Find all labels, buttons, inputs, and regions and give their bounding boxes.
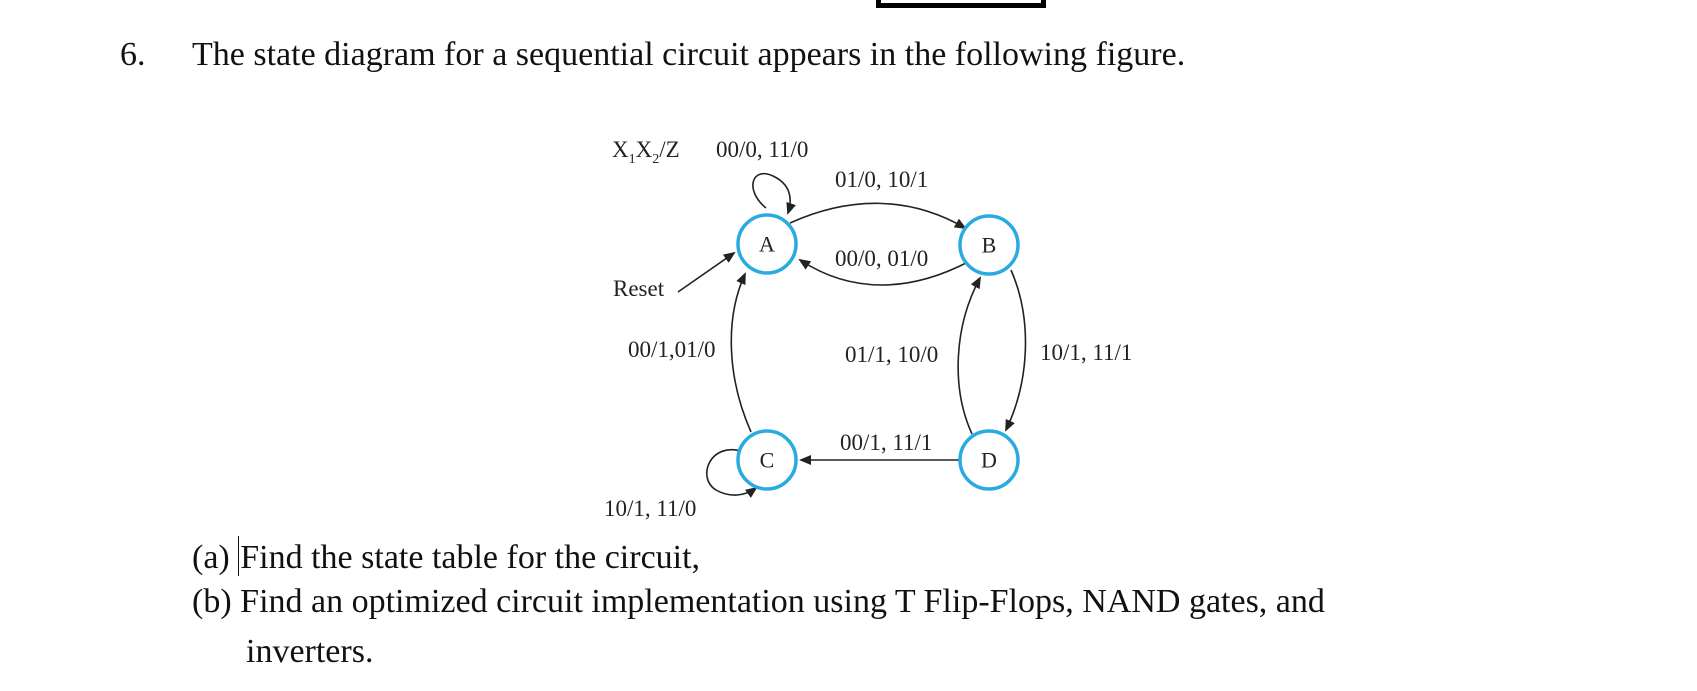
state-c-label: C <box>759 447 775 473</box>
transition-label-d-to-b: 01/1, 10/0 <box>845 342 939 367</box>
transition-label-b-to-a: 00/0, 01/0 <box>835 246 929 271</box>
transition-label-c-to-a: 00/1,01/0 <box>628 337 716 362</box>
transition-label-a-to-b: 01/0, 10/1 <box>835 167 929 192</box>
part-b-label: (b) <box>192 583 232 620</box>
transition-arrow-b-to-d <box>1006 270 1025 430</box>
question-number: 6. <box>120 36 146 73</box>
state-a <box>738 215 796 273</box>
state-a-label: A <box>759 231 775 257</box>
state-b <box>960 216 1018 274</box>
state-d <box>960 431 1018 489</box>
transition-arrow-d-to-b <box>958 278 980 434</box>
part-a-text: Find the state table for the circuit, <box>240 539 701 576</box>
state-d-label: D <box>981 447 997 473</box>
part-b-text: Find an optimized circuit implementation using T Flip-Flops, NAND gates, and <box>240 583 1325 620</box>
io-label: $X_1X_2/Z$ <box>612 137 680 167</box>
reset-label: Reset <box>613 276 665 301</box>
state-b-label: B <box>981 232 997 258</box>
transition-label-d-to-c: 00/1, 11/1 <box>840 430 933 455</box>
reset-arrow <box>678 253 734 292</box>
transition-label-c-self: 10/1, 11/0 <box>604 496 697 521</box>
part-b <box>192 585 1325 619</box>
transition-label-b-to-d: 10/1, 11/1 <box>1040 340 1133 365</box>
part-a <box>192 536 700 576</box>
part-b-continuation: inverters. <box>246 633 374 670</box>
part-a-label: (a) <box>192 539 230 576</box>
transition-arrow-a-self <box>753 174 790 213</box>
transition-arrow-a-to-b <box>790 203 965 228</box>
transition-label-a-self: 00/0, 11/0 <box>716 137 809 162</box>
transition-arrow-c-to-a <box>731 274 751 432</box>
question-text: The state diagram for a sequential circuit appears in the following figure. <box>192 36 1186 73</box>
state-c <box>738 431 796 489</box>
